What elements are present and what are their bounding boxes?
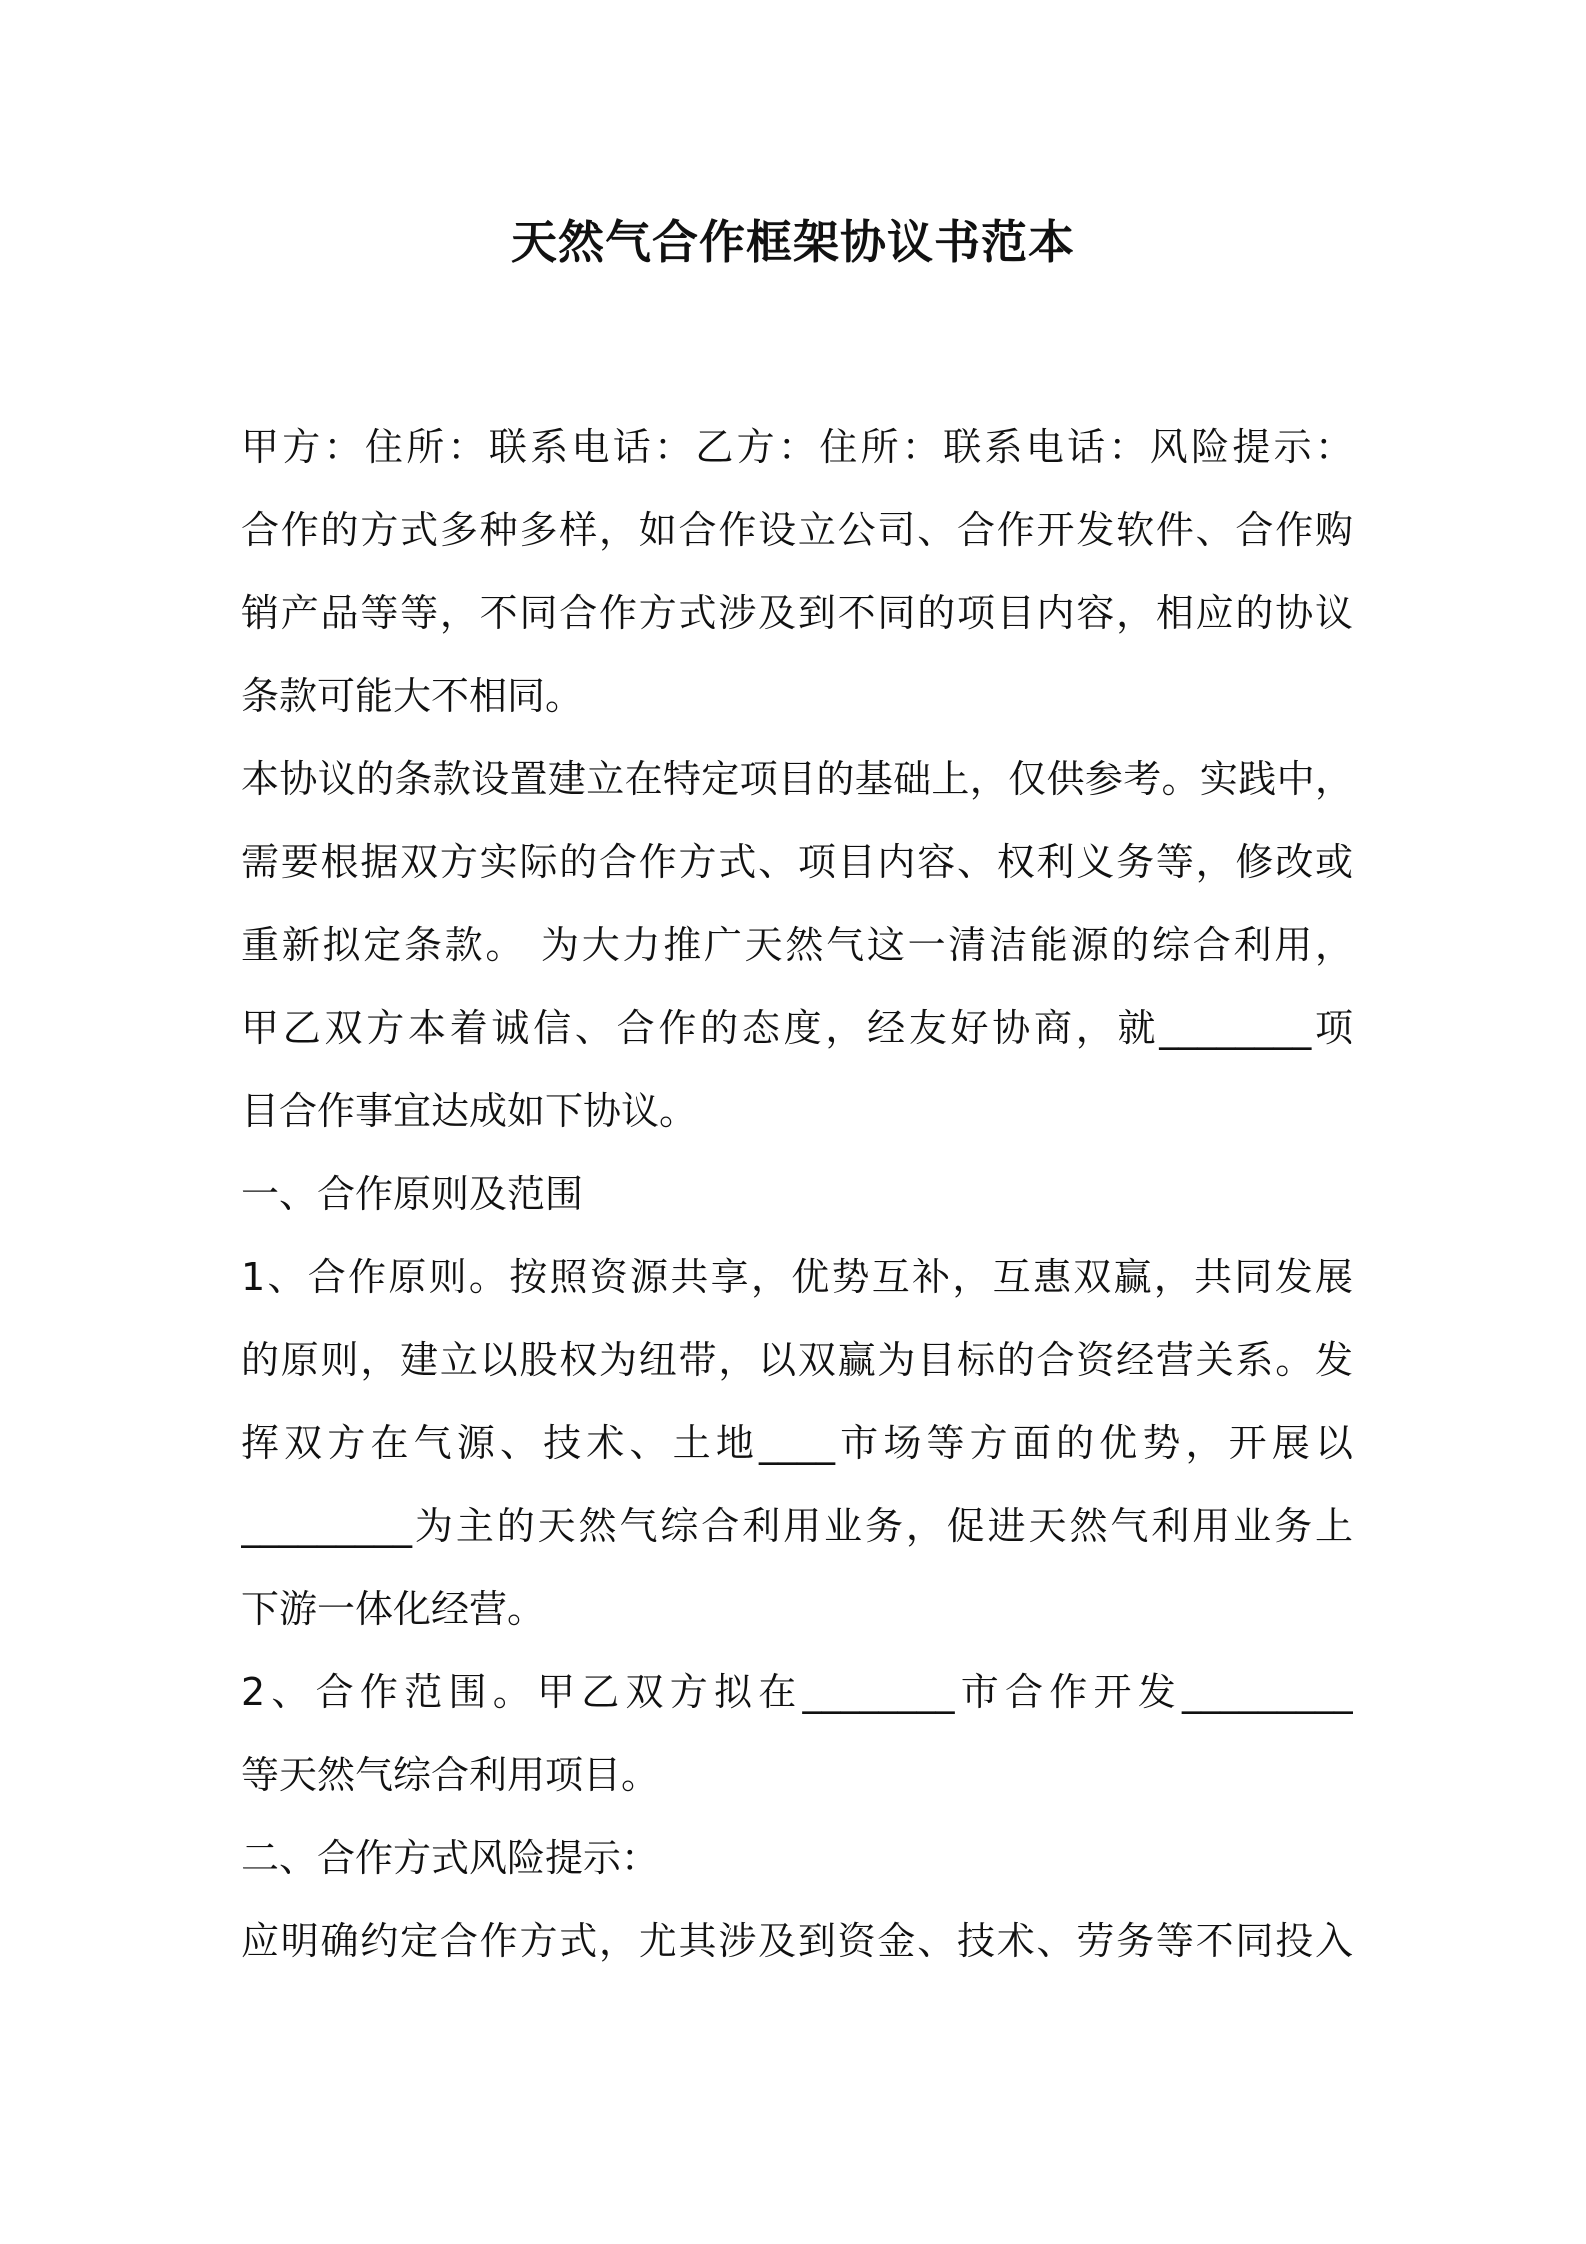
- document-body: [241, 406, 1353, 1983]
- paragraph-line: 重新拟定条款。 为大力推广天然气这一清洁能源的综合利用，: [241, 923, 1353, 967]
- paragraph-line: _________为主的天然气综合利用业务，促进天然气利用业务上: [241, 1504, 1353, 1548]
- paragraph-line: 甲方：住所：联系电话：乙方：住所：联系电话：风险提示：: [241, 425, 1353, 469]
- paragraph-line: 2、合作范围。甲乙双方拟在________市合作开发_________: [241, 1670, 1353, 1714]
- paragraph-line: 下游一体化经营。: [241, 1587, 546, 1631]
- paragraph-line: 销产品等等，不同合作方式涉及到不同的项目内容，相应的协议: [241, 591, 1353, 635]
- paragraph-line: 等天然气综合利用项目。: [241, 1753, 660, 1797]
- paragraph-line: 一、合作原则及范围: [241, 1172, 584, 1216]
- paragraph-line: 应明确约定合作方式，尤其涉及到资金、技术、劳务等不同投入: [241, 1919, 1353, 1963]
- paragraph-line: 1、合作原则。按照资源共享，优势互补，互惠双赢，共同发展: [241, 1255, 1353, 1299]
- paragraph-line: 需要根据双方实际的合作方式、项目内容、权利义务等，修改或: [241, 840, 1353, 884]
- paragraph-line: 条款可能大不相同。: [241, 674, 584, 718]
- paragraph-line: 合作的方式多种多样，如合作设立公司、合作开发软件、合作购: [241, 508, 1353, 552]
- paragraph-line: 甲乙双方本着诚信、合作的态度，经友好协商，就________项: [241, 1006, 1353, 1050]
- paragraph-line: 本协议的条款设置建立在特定项目的基础上，仅供参考。实践中，: [241, 757, 1353, 801]
- paragraph-line: 目合作事宜达成如下协议。: [241, 1089, 698, 1133]
- paragraph-line: 二、合作方式风险提示：: [241, 1836, 660, 1880]
- paragraph-line: 挥双方在气源、技术、土地____市场等方面的优势，开展以: [241, 1421, 1353, 1465]
- paragraph-line: 的原则，建立以股权为纽带，以双赢为目标的合资经营关系。发: [241, 1338, 1353, 1382]
- document-title: 天然气合作框架协议书范本: [511, 215, 1075, 269]
